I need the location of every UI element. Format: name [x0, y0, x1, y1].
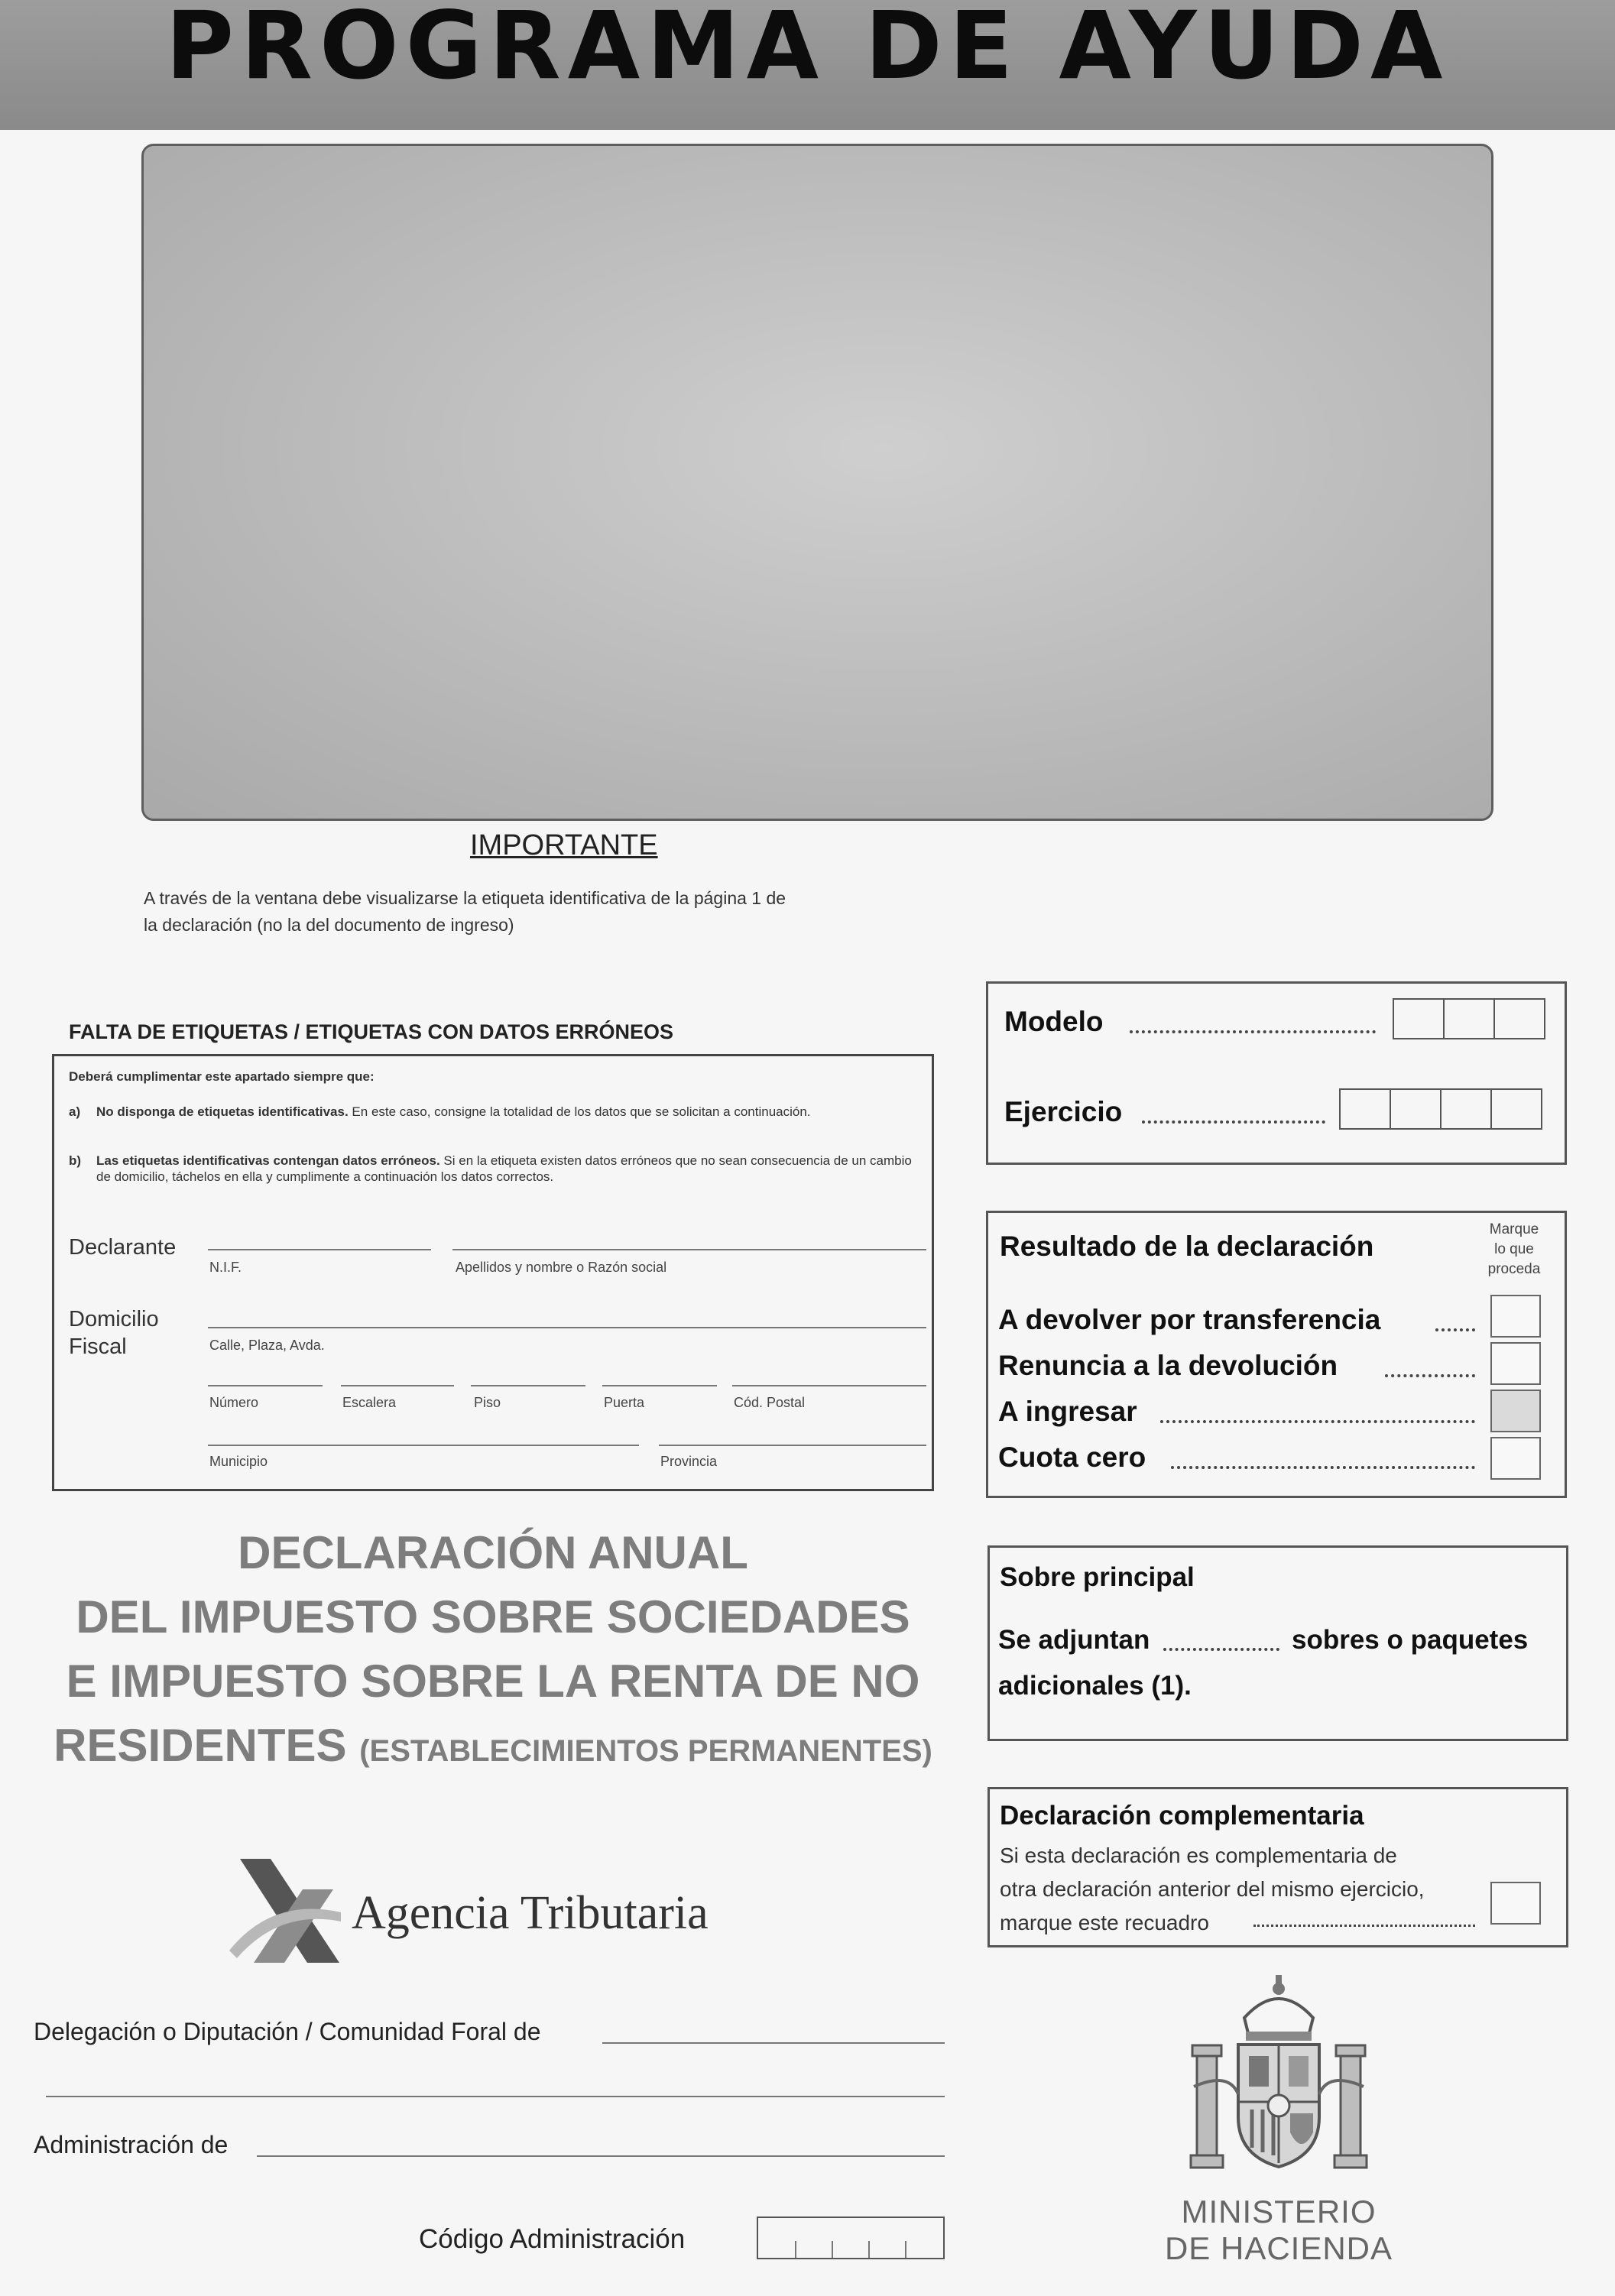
complementaria-line: marque este recuadro [1000, 1911, 1209, 1934]
resultado-dots [1435, 1328, 1475, 1331]
delegacion-field-line2[interactable] [46, 2096, 945, 2097]
importante-heading: IMPORTANTE [470, 829, 658, 861]
resultado-item-label: Cuota cero [998, 1441, 1146, 1473]
marque-line: proceda [1487, 1261, 1541, 1277]
sobre-title: Sobre principal [1000, 1562, 1195, 1592]
importante-text [144, 885, 1030, 939]
razon-social-field[interactable] [452, 1249, 926, 1250]
ejercicio-cell[interactable] [1440, 1088, 1492, 1130]
ministerio-label [1131, 2194, 1426, 2267]
modelo-dots [1130, 1030, 1376, 1033]
codigo-divider [868, 2241, 870, 2258]
municipio-label: Municipio [209, 1454, 268, 1469]
cuota-cero-checkbox[interactable] [1490, 1437, 1541, 1480]
declarante-label: Declarante [69, 1235, 177, 1260]
item-a-marker: a) [69, 1104, 81, 1119]
codigo-postal-field[interactable] [732, 1385, 926, 1386]
calle-field[interactable] [208, 1327, 926, 1328]
codigo-divider [832, 2241, 833, 2258]
apellidos-label: Apellidos y nombre o Razón social [456, 1260, 667, 1275]
modelo-cell[interactable] [1393, 998, 1445, 1039]
ejercicio-dots [1142, 1120, 1325, 1124]
escalera-field[interactable] [341, 1385, 454, 1386]
ministerio-line: DE HACIENDA [1164, 2230, 1393, 2266]
item-b-bold: Las etiquetas identificativas contengan datos erróneos. [96, 1153, 440, 1168]
municipio-field[interactable] [208, 1445, 639, 1446]
numero-field[interactable] [208, 1385, 323, 1386]
complementaria-title: Declaración complementaria [1000, 1801, 1364, 1831]
puerta-field[interactable] [602, 1385, 717, 1386]
importante-line: la declaración (no la del documento de ingreso) [144, 915, 514, 935]
ministerio-line: MINISTERIO [1181, 2194, 1377, 2230]
declaracion-line: DECLARACIÓN ANUAL [238, 1527, 748, 1578]
complementaria-line: otra declaración anterior del mismo ejercicio, [1000, 1877, 1425, 1901]
item-a-bold: No disponga de etiquetas identificativas. [96, 1104, 349, 1119]
modelo-cell[interactable] [1443, 998, 1495, 1039]
a-ingresar-checkbox[interactable] [1490, 1390, 1541, 1432]
resultado-dots [1385, 1374, 1475, 1377]
modelo-label: Modelo [1004, 1006, 1104, 1037]
marque-line: lo que [1494, 1241, 1534, 1257]
delegacion-field[interactable] [602, 2042, 945, 2044]
domicilio-label: Domicilio [69, 1307, 159, 1331]
fiscal-label: Fiscal [69, 1334, 127, 1359]
ejercicio-cell[interactable] [1390, 1088, 1442, 1130]
provincia-field[interactable] [659, 1445, 926, 1446]
puerta-label: Puerta [604, 1395, 645, 1410]
codigo-administracion-label: Código Administración [419, 2224, 686, 2254]
declaracion-line: E IMPUESTO SOBRE LA RENTA DE NO [66, 1656, 920, 1707]
delegacion-label: Delegación o Diputación / Comunidad Foral de [34, 2018, 541, 2045]
declaracion-line: DEL IMPUESTO SOBRE SOCIEDADES [76, 1591, 910, 1643]
resultado-dots [1171, 1466, 1475, 1469]
item-a-text [96, 1104, 922, 1120]
marque-note [1472, 1220, 1556, 1279]
nif-field[interactable] [208, 1249, 431, 1250]
sobre-adicionales-label: adicionales (1). [998, 1671, 1192, 1701]
resultado-item-label: A ingresar [998, 1396, 1137, 1427]
nif-label: N.I.F. [209, 1260, 242, 1275]
codigo-divider [795, 2241, 796, 2258]
calle-label: Calle, Plaza, Avda. [209, 1338, 325, 1353]
devolver-transferencia-checkbox[interactable] [1490, 1295, 1541, 1338]
item-b-text [96, 1153, 922, 1185]
coat-of-arms-icon [1183, 1972, 1374, 2178]
item-b-rest: Si en la etiqueta existen datos erróneos que no sean consecuencia de un cambio de domicilio, táchelos en ella y cumplimente a continuación los datos correctos. [96, 1153, 912, 1184]
agencia-tributaria-logo-icon [226, 1859, 342, 1963]
address-window [141, 144, 1493, 821]
administracion-label: Administración de [34, 2131, 229, 2158]
sobre-adjuntan-label: Se adjuntan [998, 1625, 1150, 1655]
page-title: PROGRAMA DE AYUDA [165, 0, 1450, 100]
resultado-title: Resultado de la declaración [1000, 1231, 1374, 1262]
item-a-rest: En este caso, consigne la totalidad de los datos que se solicitan a continuación. [352, 1104, 811, 1119]
falta-intro: Deberá cumplimentar este apartado siempre que: [69, 1069, 375, 1084]
marque-line: Marque [1489, 1221, 1539, 1237]
renuncia-devolucion-checkbox[interactable] [1490, 1342, 1541, 1385]
provincia-label: Provincia [660, 1454, 718, 1469]
sobre-count-field[interactable] [1163, 1648, 1279, 1651]
declaracion-establecimientos: (ESTABLECIMIENTOS PERMANENTES) [359, 1734, 932, 1768]
codigo-divider [905, 2241, 906, 2258]
importante-line: A través de la ventana debe visualizarse la etiqueta identificativa de la página 1 de [144, 888, 786, 908]
complementaria-line: Si esta declaración es complementaria de [1000, 1844, 1397, 1867]
resultado-dots [1160, 1420, 1475, 1423]
escalera-label: Escalera [342, 1395, 397, 1410]
complementaria-dots [1253, 1925, 1475, 1927]
piso-label: Piso [474, 1395, 501, 1410]
ejercicio-label: Ejercicio [1004, 1096, 1123, 1127]
item-b-marker: b) [69, 1153, 82, 1168]
modelo-cell[interactable] [1493, 998, 1545, 1039]
falta-etiquetas-title: FALTA DE ETIQUETAS / ETIQUETAS CON DATOS ERRÓNEOS [69, 1020, 674, 1043]
ejercicio-cell[interactable] [1490, 1088, 1542, 1130]
declaracion-title [54, 1521, 932, 1783]
codigo-administracion-field[interactable] [757, 2217, 945, 2259]
resultado-item-label: A devolver por transferencia [998, 1304, 1381, 1335]
piso-field[interactable] [471, 1385, 585, 1386]
declaracion-residentes: RESIDENTES [54, 1720, 347, 1771]
declaracion-line [54, 1714, 932, 1783]
agencia-tributaria-name: Agencia Tributaria [352, 1887, 709, 1939]
resultado-item-label: Renuncia a la devolución [998, 1350, 1338, 1381]
administracion-field[interactable] [257, 2155, 945, 2157]
numero-label: Número [209, 1395, 259, 1410]
sobre-paquetes-label: sobres o paquetes [1292, 1625, 1529, 1655]
complementaria-checkbox[interactable] [1490, 1882, 1541, 1925]
ejercicio-cell[interactable] [1339, 1088, 1391, 1130]
codigo-postal-label: Cód. Postal [734, 1395, 806, 1410]
